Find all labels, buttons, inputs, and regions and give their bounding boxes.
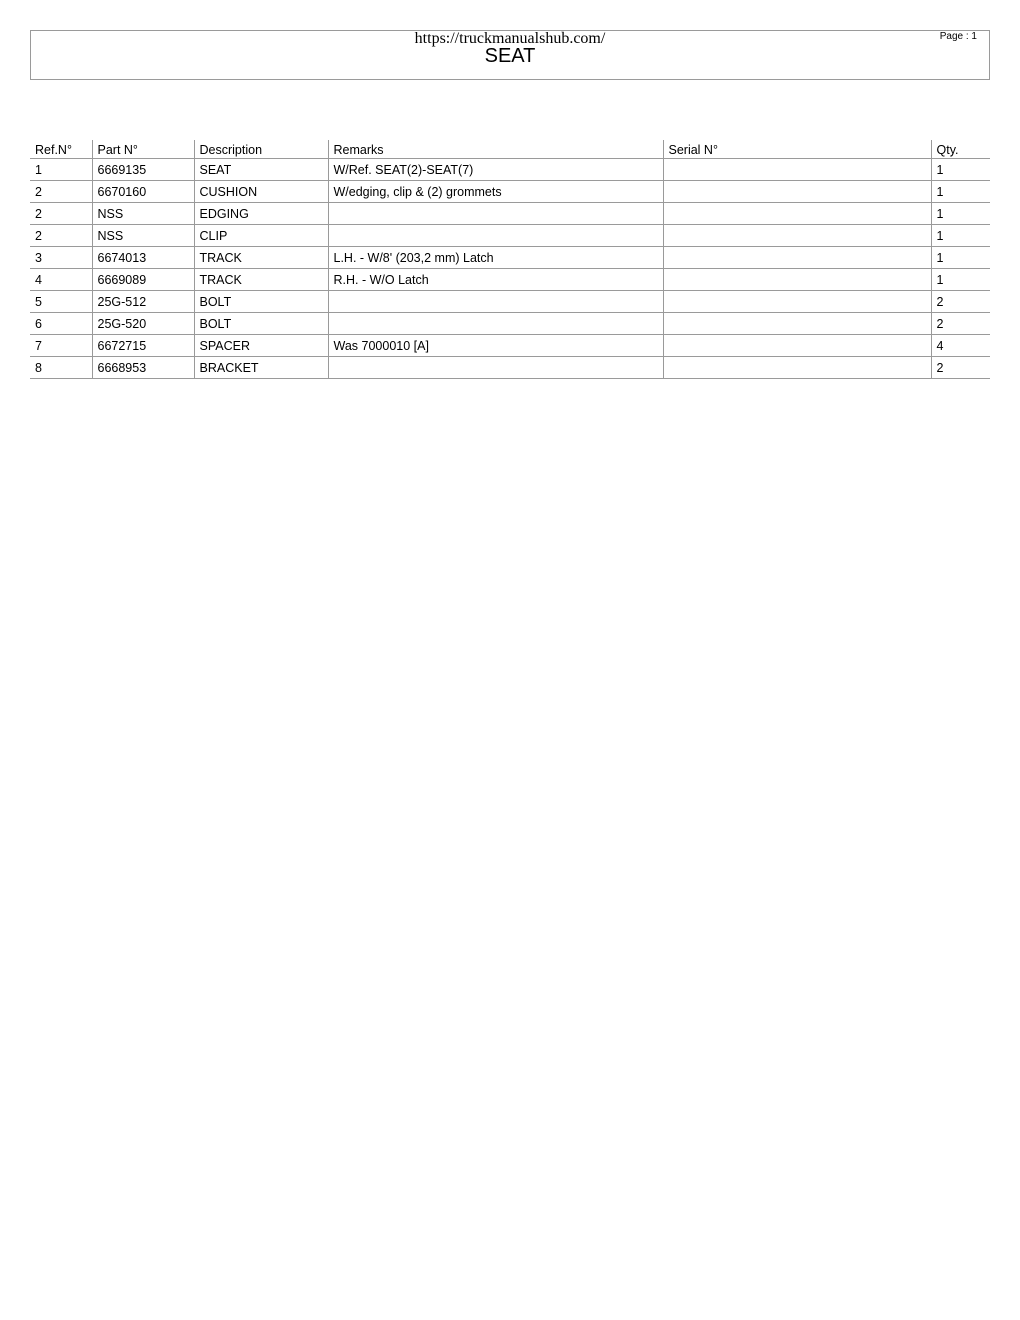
cell-description: TRACK [194, 269, 328, 291]
table-row [30, 247, 990, 269]
cell-remarks [328, 203, 663, 225]
cell-remarks [328, 357, 663, 379]
cell-qty: 1 [931, 269, 990, 291]
cell-serial [663, 335, 931, 357]
page-title: SEAT [484, 45, 536, 67]
cell-description: CUSHION [194, 181, 328, 203]
cell-part: NSS [92, 203, 194, 225]
cell-description: CLIP [194, 225, 328, 247]
cell-remarks [328, 313, 663, 335]
cell-part: 6669089 [92, 269, 194, 291]
cell-qty: 1 [931, 225, 990, 247]
table-row [30, 357, 990, 379]
table-row [30, 225, 990, 247]
table-row [30, 181, 990, 203]
cell-part: 6672715 [92, 335, 194, 357]
cell-remarks [328, 225, 663, 247]
cell-serial [663, 159, 931, 181]
header-url[interactable]: https://truckmanualshub.com/ [414, 30, 606, 47]
cell-description: BOLT [194, 291, 328, 313]
cell-ref: 8 [30, 357, 92, 379]
cell-serial [663, 225, 931, 247]
parts-table [30, 140, 990, 379]
cell-ref: 1 [30, 159, 92, 181]
page-header [30, 30, 990, 80]
col-header-remarks: Remarks [328, 140, 663, 159]
table-header-row [30, 140, 990, 159]
table-row [30, 269, 990, 291]
cell-ref: 7 [30, 335, 92, 357]
cell-part: NSS [92, 225, 194, 247]
cell-remarks: L.H. - W/8' (203,2 mm) Latch [328, 247, 663, 269]
cell-remarks [328, 291, 663, 313]
col-header-description: Description [194, 140, 328, 159]
cell-ref: 5 [30, 291, 92, 313]
table-row [30, 335, 990, 357]
cell-remarks: Was 7000010 [A] [328, 335, 663, 357]
cell-ref: 2 [30, 203, 92, 225]
col-header-serial: Serial N° [663, 140, 931, 159]
cell-qty: 4 [931, 335, 990, 357]
cell-qty: 2 [931, 313, 990, 335]
page-number: Page : 1 [939, 31, 977, 42]
cell-qty: 1 [931, 159, 990, 181]
col-header-part: Part N° [92, 140, 194, 159]
cell-qty: 2 [931, 357, 990, 379]
cell-part: 25G-512 [92, 291, 194, 313]
col-header-qty: Qty. [931, 140, 990, 159]
cell-remarks: R.H. - W/O Latch [328, 269, 663, 291]
cell-qty: 2 [931, 291, 990, 313]
cell-description: SPACER [194, 335, 328, 357]
table-row [30, 313, 990, 335]
cell-part: 6668953 [92, 357, 194, 379]
cell-ref: 4 [30, 269, 92, 291]
cell-qty: 1 [931, 181, 990, 203]
cell-serial [663, 313, 931, 335]
cell-description: TRACK [194, 247, 328, 269]
cell-serial [663, 269, 931, 291]
cell-remarks: W/edging, clip & (2) grommets [328, 181, 663, 203]
cell-ref: 2 [30, 181, 92, 203]
cell-serial [663, 357, 931, 379]
cell-qty: 1 [931, 203, 990, 225]
cell-part: 6670160 [92, 181, 194, 203]
cell-description: EDGING [194, 203, 328, 225]
cell-part: 6669135 [92, 159, 194, 181]
cell-serial [663, 291, 931, 313]
table-row [30, 159, 990, 181]
cell-serial [663, 247, 931, 269]
cell-part: 6674013 [92, 247, 194, 269]
cell-serial [663, 181, 931, 203]
cell-ref: 2 [30, 225, 92, 247]
cell-description: SEAT [194, 159, 328, 181]
table-row [30, 291, 990, 313]
cell-qty: 1 [931, 247, 990, 269]
cell-serial [663, 203, 931, 225]
cell-description: BRACKET [194, 357, 328, 379]
col-header-ref: Ref.N° [30, 140, 92, 159]
cell-part: 25G-520 [92, 313, 194, 335]
cell-description: BOLT [194, 313, 328, 335]
cell-remarks: W/Ref. SEAT(2)-SEAT(7) [328, 159, 663, 181]
table-row [30, 203, 990, 225]
cell-ref: 3 [30, 247, 92, 269]
cell-ref: 6 [30, 313, 92, 335]
